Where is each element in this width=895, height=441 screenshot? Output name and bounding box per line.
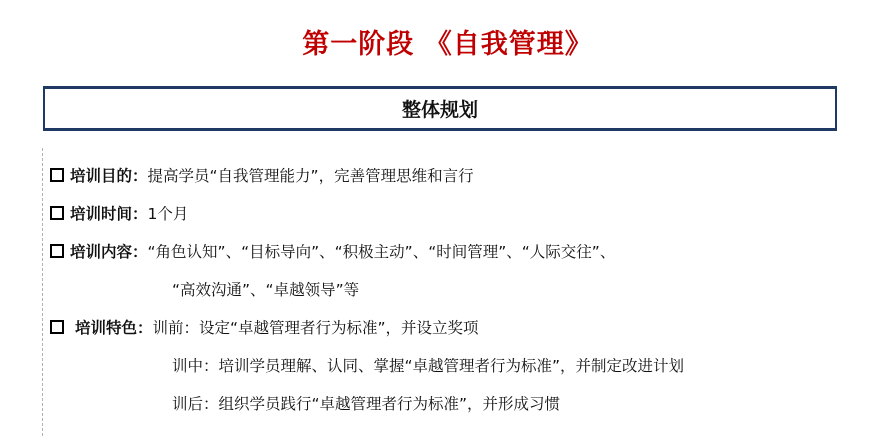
page-title: 第一阶段 《自我管理》: [302, 29, 593, 60]
list-item-features-during: 训中：培训学员理解、认同、掌握“卓越管理者行为标准”，并制定改进计划: [172, 357, 685, 375]
item-label: 培训目的：: [70, 167, 148, 185]
item-label: 培训特色：: [74, 319, 153, 337]
checkbox-bullet-icon: [50, 320, 64, 334]
checkbox-bullet-icon: [50, 168, 64, 182]
item-text: 1个月: [147, 205, 189, 223]
item-text: 训前：设定“卓越管理者行为标准”，并设立奖项: [152, 319, 479, 337]
item-label: 培训内容：: [70, 243, 148, 261]
item-text: “角色认知”、“目标导向”、“积极主动”、“时间管理”、“人际交往”、: [147, 243, 616, 261]
section-title: 整体规划: [401, 99, 478, 121]
list-item-content-continued: “高效沟通”、“卓越领导”等: [172, 281, 360, 299]
item-text: 提高学员“自我管理能力”，完善管理思维和言行: [147, 167, 474, 185]
list-item-features: [50, 317, 479, 339]
checkbox-bullet-icon: [50, 244, 64, 258]
list-item-content: [50, 241, 615, 263]
checkbox-bullet-icon: [50, 206, 64, 220]
list-item-purpose: [50, 165, 474, 187]
section-header-box: [43, 86, 837, 131]
list-item-features-after: 训后：组织学员践行“卓越管理者行为标准”，并形成习惯: [172, 395, 561, 413]
item-label: 培训时间：: [70, 205, 148, 223]
list-item-duration: [50, 203, 188, 225]
left-divider: [42, 148, 43, 436]
